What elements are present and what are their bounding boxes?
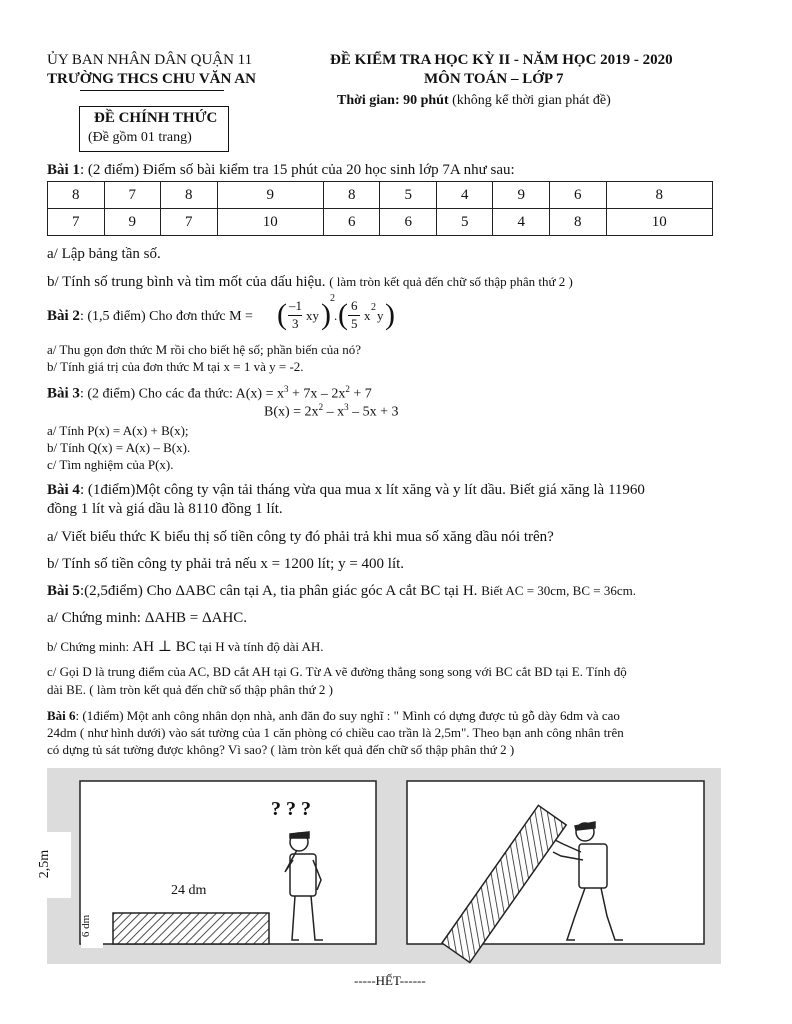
official-box (79, 106, 229, 152)
bai6-line3: có dựng tủ sát tường được không? Vì sao? ( làm tròn kết quả đến chữ số thập phân thứ 2 ) (47, 742, 515, 757)
official-title: ĐỀ CHÍNH THỨC (94, 110, 218, 126)
table-cell: 10 (606, 209, 712, 236)
cabinet-lying (113, 913, 269, 944)
bai4-question-a: a/ Viết biểu thức K biểu thị số tiền công ty đó phải trả khi mua số xăng dầu nói trên? (47, 529, 554, 545)
scores-table (47, 181, 713, 236)
thickness-label-box (81, 908, 103, 948)
table-cell: 5 (436, 209, 493, 236)
table-cell: 7 (104, 182, 161, 209)
header-divider (80, 90, 224, 91)
bai5-question-c-line1: c/ Gọi D là trung điểm của AC, BD cắt AH tại G. Từ A vẽ đường thẳng song song với BC cắt BD tại E. Tính độ (47, 664, 627, 679)
table-row (48, 209, 713, 236)
bai4-line2: đồng 1 lít và giá dầu là 8110 đồng 1 lít. (47, 501, 283, 517)
table-cell: 10 (217, 209, 323, 236)
table-row (48, 182, 713, 209)
table-cell: 9 (493, 182, 550, 209)
height-label-box (37, 832, 71, 898)
problem-illustration (37, 768, 721, 964)
table-cell: 6 (550, 182, 607, 209)
table-cell: 8 (323, 182, 380, 209)
official-note: (Đề gồm 01 trang) (88, 130, 192, 145)
bai2-formula: ( –1 3 xy ) 2 . ( 6 5 x 2 y ) (277, 293, 395, 331)
table-cell: 5 (380, 182, 437, 209)
question-marks: ? ? ? (271, 798, 311, 820)
bai5-question-a: a/ Chứng minh: ΔAHB = ΔAHC. (47, 610, 248, 626)
bai2-intro: Bài 2: (1,5 điểm) Cho đơn thức M = (47, 308, 253, 324)
bai1-intro: Bài 1: (2 điểm) Điểm số bài kiểm tra 15 phút của 20 học sinh lớp 7A như sau: (47, 162, 515, 178)
room-drawing (47, 768, 721, 964)
district-name: ỦY BAN NHÂN DÂN QUẬN 11 (47, 52, 253, 68)
bai5-intro: Bài 5:(2,5điểm) Cho ΔABC cân tại A, tia phân giác góc A cắt BC tại H. Biết AC = 30cm, BC = 36cm. (47, 583, 636, 599)
width-label: 24 dm (171, 883, 207, 898)
bai3-question-a: a/ Tính P(x) = A(x) + B(x); (47, 423, 189, 438)
bai1-question-a: a/ Lập bảng tần số. (47, 246, 161, 262)
bai3-question-b: b/ Tính Q(x) = A(x) – B(x). (47, 440, 191, 455)
subject-title: MÔN TOÁN – LỚP 7 (424, 71, 564, 87)
table-cell: 9 (217, 182, 323, 209)
table-cell: 6 (323, 209, 380, 236)
bai3-intro: Bài 3: (2 điểm) Cho các đa thức: $A(x) = x^3 + 7x - 2x^2 + 7$ (47, 384, 372, 402)
bai4-line1: Bài 4: (1điểm)Một công ty vận tải tháng vừa qua mua x lít xăng và y lít dầu. Biết giá xăng là 11960 (47, 482, 645, 498)
table-cell: 8 (606, 182, 712, 209)
width-label-box (159, 879, 235, 905)
bai5-question-b: b/ Chứng minh: AH ⊥ BC tại H và tính độ dài AH. (47, 639, 324, 655)
table-cell: 9 (104, 209, 161, 236)
bai2-question-a: a/ Thu gọn đơn thức M rồi cho biết hệ số; phần biến của nó? (47, 342, 362, 357)
bai3-question-c: c/ Tìm nghiệm của P(x). (47, 457, 174, 472)
table-cell: 7 (48, 209, 105, 236)
table-cell: 6 (380, 209, 437, 236)
table-cell: 8 (161, 182, 218, 209)
bai1-question-b: b/ Tính số trung bình và tìm mốt của dấu hiệu. ( làm tròn kết quả đến chữ số thập phân thứ 2 ) (47, 274, 573, 290)
time-info: Thời gian: 90 phút (không kể thời gian phát đề) (337, 93, 611, 108)
table-cell: 4 (436, 182, 493, 209)
bai3-polynomial-b: $B(x) = 2x^2 - x^3 - 5x + 3$ (264, 402, 399, 420)
exam-title: ĐỀ KIỂM TRA HỌC KỲ II - NĂM HỌC 2019 - 2020 (330, 52, 673, 68)
table-cell: 4 (493, 209, 550, 236)
bai4-question-b: b/ Tính số tiền công ty phải trả nếu x = 1200 lít; y = 400 lít. (47, 556, 405, 572)
thickness-label: 6 dm (80, 914, 93, 938)
bai2-question-b: b/ Tính giá trị của đơn thức M tại x = 1 và y = -2. (47, 359, 304, 374)
table-cell: 7 (161, 209, 218, 236)
bai6-line1: Bài 6: (1điểm) Một anh công nhân dọn nhà, anh đăn đo suy nghĩ : " Mình có dựng được tủ gỗ dày 6dm và cao (47, 708, 620, 723)
bai5-question-c-line2: dài BE. ( làm tròn kết quả đến chữ số thập phân thứ 2 ) (47, 682, 333, 697)
bai6-line2: 24dm ( như hình dưới) vào sát tường của 1 căn phòng có chiều cao trần là 2,5m". Theo bạn anh công nhân trên (47, 725, 624, 740)
table-cell: 8 (48, 182, 105, 209)
table-cell: 8 (550, 209, 607, 236)
height-label: 2,5m (37, 849, 53, 879)
end-marker: -----HẾT------ (354, 973, 426, 988)
school-name: TRƯỜNG THCS CHU VĂN AN (47, 71, 256, 87)
